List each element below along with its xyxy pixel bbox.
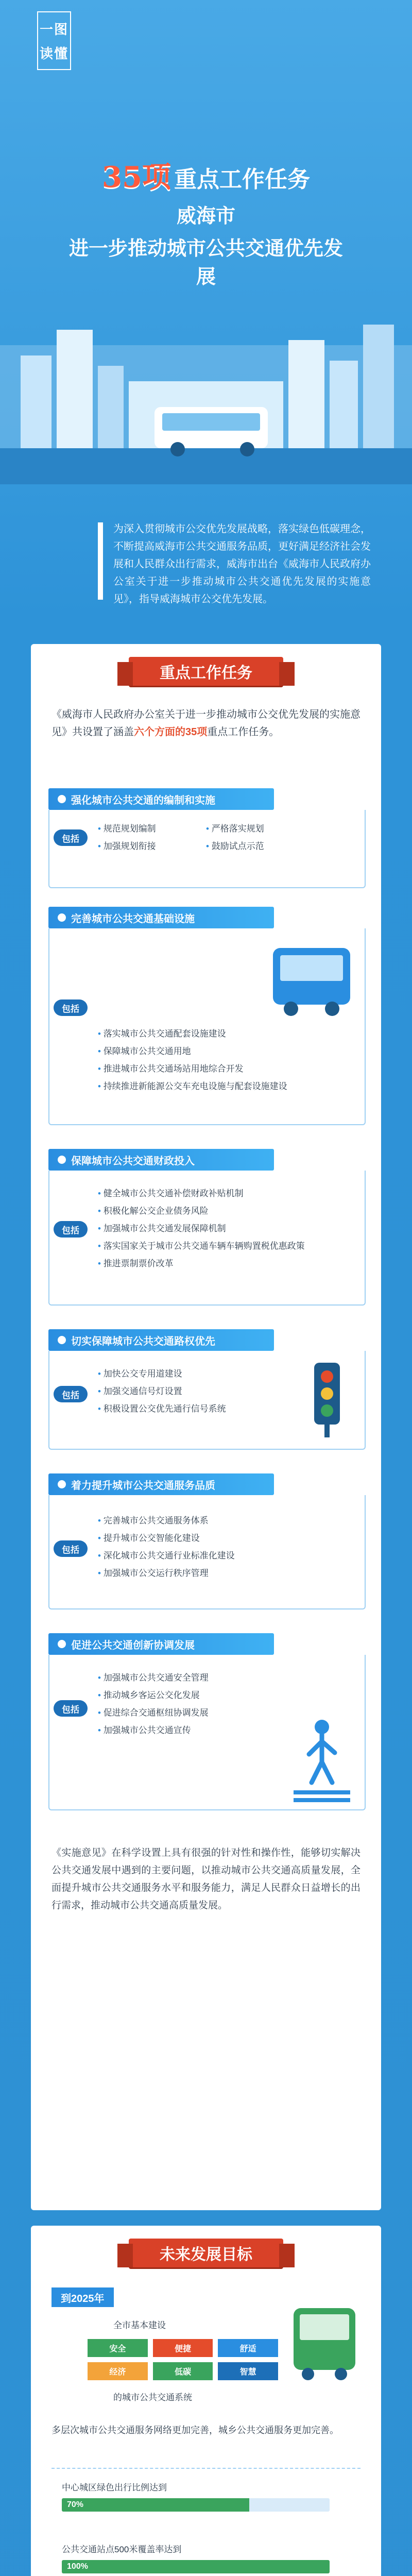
goal-tag: 舒适 <box>218 2339 278 2357</box>
group-items <box>98 1185 345 1273</box>
title-rest: 重点工作任务 <box>174 166 310 193</box>
key-tasks-intro: 《威海市人民政府办公室关于进一步推动城市公交优先发展的实施意见》共设置了涵盖六个方面的35项重点工作任务。 <box>52 709 360 738</box>
intro-paragraph: 为深入贯彻城市公交优先发展战略，落实绿色低碳理念，不断提高威海市公共交通服务品质，更好满足经济社会发展和人民群众出行需求，威海市出台《威海市人民政府办公室关于进一步推动城市公共交通优先发展的实施意见》，指导威海城市公交优先发展。 <box>113 523 371 605</box>
include-tag: 包括 <box>54 1700 88 1717</box>
badge-bottom: 读懂 <box>39 46 68 62</box>
list-item: • 加强城市公共交通安全管理 <box>98 1669 283 1687</box>
goal-lead: 全市基本建设 <box>113 2320 166 2330</box>
list-item: • 加快公交专用道建设 <box>98 1365 283 1383</box>
include-tag: 包括 <box>54 1221 88 1238</box>
group-title: 强化城市公共交通的编制和实施 <box>48 788 274 810</box>
list-item: • 深化城市公共交通行业标准化建设 <box>98 1547 345 1565</box>
goal-text: 中心城区绿色出行比例达到 <box>62 2483 167 2493</box>
list-item: • 严格落实规划 <box>206 820 314 838</box>
ribbon-future-goals: 未来发展目标 <box>129 2239 283 2267</box>
list-item: • 完善城市公共交通服务体系 <box>98 1512 345 1530</box>
goal-bar-fill: 70% <box>62 2498 249 2512</box>
list-item: • 规范规划编制 <box>98 820 206 838</box>
include-tag: 包括 <box>54 1540 88 1557</box>
list-item: • 鼓励试点示范 <box>206 838 314 855</box>
divider <box>52 2468 360 2469</box>
goal-tag: 低碳 <box>153 2362 213 2380</box>
key-tasks-closing: 《实施意见》在科学设置上具有很强的针对性和操作性，能够切实解决公共交通发展中遇到的主要问题，以推动城市公共交通高质量发展，全面提升城市公共交通服务水平和服务能力，满足人民群众日益增长的出行需求，推动城市公共交通高质量发展。 <box>52 1848 360 1911</box>
goal-note: 多层次城市公共交通服务网络更加完善，城乡公共交通服务更加完善。 <box>52 2425 339 2435</box>
title-subject: 进一步推动城市公共交通优先发展 <box>68 236 343 288</box>
goal-tag: 智慧 <box>218 2362 278 2380</box>
badge <box>37 11 71 70</box>
list-item: • 加强城市公共交通发展保障机制 <box>98 1220 345 1238</box>
group-items <box>98 1512 345 1582</box>
goal-bar-fill: 100% <box>62 2560 330 2573</box>
list-item: • 落实国家关于城市公共交通车辆车辆购置税优惠政策 <box>98 1238 345 1255</box>
title-number: 35项 <box>102 160 171 194</box>
group-title: 保障城市公共交通财政投入 <box>48 1149 274 1171</box>
group-items <box>98 1669 283 1739</box>
goal-tag: 便捷 <box>153 2339 213 2357</box>
list-item: • 加强规划衔接 <box>98 838 206 855</box>
goal-tags <box>88 2339 278 2380</box>
list-item: • 持续推进新能源公交车充电设施与配套设施建设 <box>98 1078 345 1095</box>
ribbon-key-tasks: 重点工作任务 <box>129 657 283 686</box>
list-item: • 推进城市公共交通场站用地综合开发 <box>98 1060 345 1078</box>
group-items <box>98 1025 345 1095</box>
group-title: 完善城市公共交通基础设施 <box>48 907 274 928</box>
list-item: • 加强城市公共交通宣传 <box>98 1722 283 1739</box>
list-item: • 积极化解公交企业债务风险 <box>98 1202 345 1220</box>
badge-top: 一图 <box>39 22 68 38</box>
include-tag: 包括 <box>54 999 88 1016</box>
goal-bar <box>62 2498 330 2512</box>
pedestrian-crossing-icon <box>288 1716 355 1803</box>
goal-tag: 安全 <box>88 2339 148 2357</box>
list-item: • 促进综合交通枢纽协调发展 <box>98 1704 283 1722</box>
goal-text: 公共交通站点500米覆盖率达到 <box>62 2545 182 2554</box>
list-item: • 提升城市公交智能化建设 <box>98 1530 345 1547</box>
list-item: • 加强城市公交运行秩序管理 <box>98 1565 345 1582</box>
include-tag: 包括 <box>54 829 88 846</box>
group-items <box>98 1365 283 1418</box>
city-skyline-illustration <box>0 268 412 484</box>
list-item: • 健全城市公共交通补偿财政补贴机制 <box>98 1185 345 1202</box>
bus-icon <box>288 2298 360 2385</box>
year-label: 到2025年 <box>52 2287 114 2307</box>
group-title: 促进公共交通创新协调发展 <box>48 1633 274 1655</box>
list-item: • 落实城市公共交通配套设施建设 <box>98 1025 345 1043</box>
goal-lead-post: 的城市公共交通系统 <box>113 2393 192 2402</box>
intro-accent <box>98 522 103 600</box>
list-item: • 保障城市公共交通用地 <box>98 1043 345 1060</box>
list-item: • 推动城乡客运公交化发展 <box>98 1687 283 1704</box>
list-item: • 推进票制票价改革 <box>98 1255 345 1273</box>
bus-icon <box>268 943 355 1020</box>
goal-tag: 经济 <box>88 2362 148 2380</box>
title-city: 威海市 <box>176 204 235 227</box>
list-item: • 积极设置公交优先通行信号系统 <box>98 1400 283 1418</box>
group-title: 着力提升城市公共交通服务品质 <box>48 1473 274 1495</box>
include-tag: 包括 <box>54 1386 88 1402</box>
goal-bar <box>62 2560 330 2573</box>
traffic-light-icon <box>299 1360 355 1437</box>
group-items <box>98 820 314 855</box>
group-title: 切实保障城市公共交通路权优先 <box>48 1329 274 1351</box>
list-item: • 加强交通信号灯设置 <box>98 1383 283 1400</box>
